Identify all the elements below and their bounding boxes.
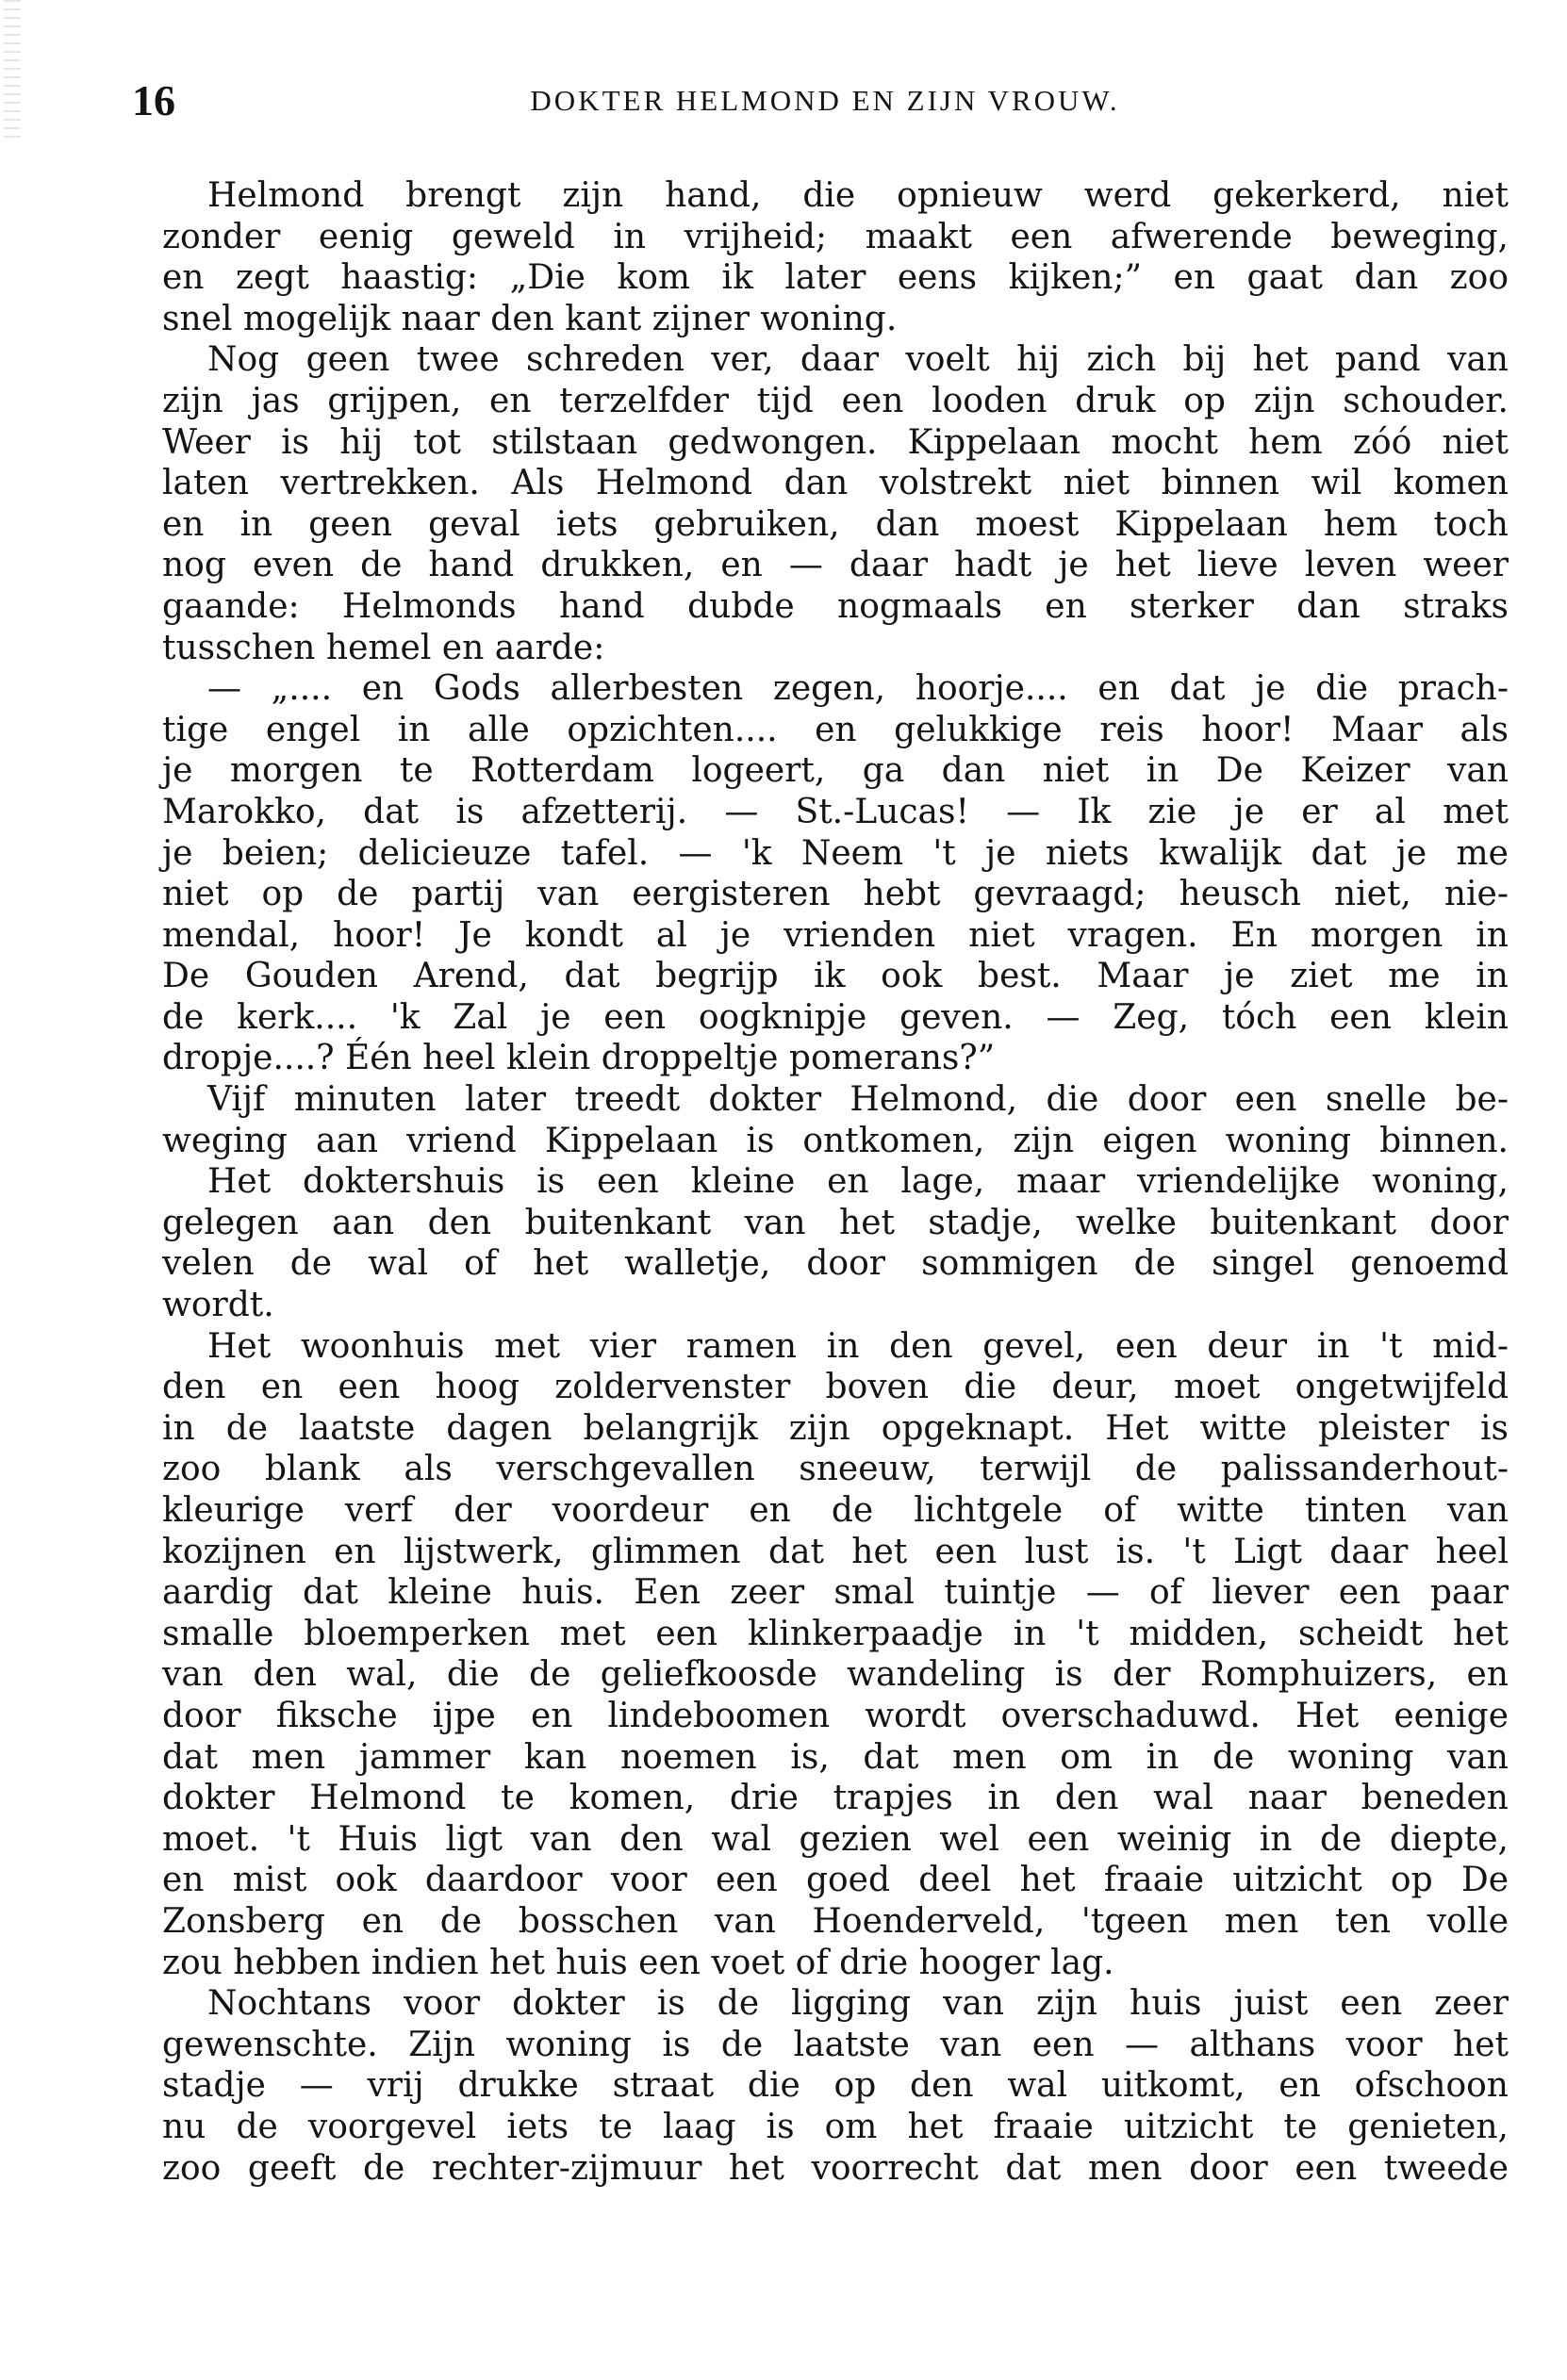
text-line: tusschen hemel en aarde: — [162, 628, 605, 667]
text-line: dokter Helmond te komen, drie trapjes in den wal naar beneden — [162, 1779, 1509, 1818]
text-line: de kerk.... 'k Zal je een oogknipje geven. — Zeg, tóch een klein — [162, 997, 1509, 1037]
text-line: door fiksche ijpe en lindeboomen wordt overschaduwd. Het eenige — [162, 1696, 1509, 1735]
text-line: Het woonhuis met vier ramen in den gevel, een deur in 't mid- — [207, 1326, 1509, 1366]
text-line: zoo geeft de rechter-zijmuur het voorrecht dat men door een tweede — [162, 2148, 1509, 2188]
text-line: wordt. — [162, 1286, 274, 1325]
text-line: zijn jas grijpen, en terzelfder tijd een looden druk op zijn schouder. — [162, 381, 1509, 420]
body-text — [162, 175, 1509, 2189]
text-line: zonder eenig geweld in vrijheid; maakt een afwerende beweging, — [162, 217, 1509, 256]
text-line: niet op de partij van eergisteren hebt gevraagd; heusch niet, nie- — [162, 875, 1509, 914]
text-line: — „.... en Gods allerbesten zegen, hoorje.... en dat je die prach- — [207, 669, 1509, 709]
text-line: nog even de hand drukken, en — daar hadt je het lieve leven weer — [162, 546, 1509, 585]
page-number: 16 — [132, 76, 175, 124]
text-line: velen de wal of het walletje, door sommigen de singel genoemd — [162, 1244, 1509, 1284]
text-line: Nog geen twee schreden ver, daar voelt hij zich bij het pand van — [207, 340, 1509, 380]
text-line: den en een hoog zoldervenster boven die deur, moet ongetwijfeld — [162, 1368, 1509, 1407]
page-edge-smudge — [4, 0, 21, 141]
text-line: je morgen te Rotterdam logeert, ga dan niet in De Keizer van — [162, 751, 1509, 791]
text-line: weging aan vriend Kippelaan is ontkomen, zijn eigen woning binnen. — [162, 1121, 1509, 1160]
text-line: gewenschte. Zijn woning is de laatste van een — althans voor het — [162, 2025, 1509, 2064]
text-line: Marokko, dat is afzetterij. — St.-Lucas! — Ik zie je er al met — [162, 792, 1509, 831]
text-line: zoo blank als verschgevallen sneeuw, terwijl de palissanderhout- — [162, 1450, 1509, 1489]
page-header — [132, 68, 1518, 134]
text-line: stadje — vrij drukke straat die op den wal uitkomt, en ofschoon — [162, 2066, 1509, 2106]
text-line: dropje....? Één heel klein droppeltje pomerans?” — [162, 1039, 996, 1078]
text-line: Weer is hij tot stilstaan gedwongen. Kippelaan mocht hem zóó niet — [162, 422, 1509, 462]
text-line: snel mogelijk naar den kant zijner woning. — [162, 299, 898, 338]
text-line: kozijnen en lijstwerk, glimmen dat het een lust is. 't Ligt daar heel — [162, 1532, 1509, 1571]
text-line: smalle bloemperken met een klinkerpaadje in 't midden, scheidt het — [162, 1614, 1509, 1653]
text-line: laten vertrekken. Als Helmond dan volstrekt niet binnen wil komen — [162, 464, 1509, 503]
text-line: Nochtans voor dokter is de ligging van zijn huis juist een zeer — [207, 1984, 1509, 2024]
text-line: Helmond brengt zijn hand, die opnieuw werd gekerkerd, niet — [207, 176, 1509, 215]
text-line: Het doktershuis is een kleine en lage, maar vriendelijke woning, — [207, 1162, 1509, 1202]
text-line: gaande: Helmonds hand dubde nogmaals en sterker dan straks — [162, 586, 1509, 626]
text-line: aardig dat kleine huis. Een zeer smal tuintje — of liever een paar — [162, 1573, 1509, 1613]
text-line: De Gouden Arend, dat begrijp ik ook best. Maar je ziet me in — [162, 957, 1509, 996]
text-line: dat men jammer kan noemen is, dat men om in de woning van — [162, 1737, 1509, 1777]
running-head: DOKTER HELMOND EN ZIJN VROUW. — [530, 84, 1120, 117]
text-line: je beien; delicieuze tafel. — 'k Neem 't je niets kwalijk dat je me — [162, 833, 1509, 873]
text-line: moet. 't Huis ligt van den wal gezien wel een weinig in de diepte, — [162, 1819, 1509, 1859]
text-line: Zonsberg en de bosschen van Hoenderveld, 'tgeen men ten volle — [162, 1901, 1509, 1941]
text-line: tige engel in alle opzichten.... en gelukkige reis hoor! Maar als — [162, 710, 1509, 749]
text-line: gelegen aan den buitenkant van het stadje, welke buitenkant door — [162, 1203, 1509, 1242]
text-line: van den wal, die de geliefkoosde wandeling is der Romphuizers, en — [162, 1655, 1509, 1695]
text-line: zou hebben indien het huis een voet of drie hooger lag. — [162, 1943, 1114, 1982]
text-line: en in geen geval iets gebruiken, dan moest Kippelaan hem toch — [162, 504, 1509, 544]
text-line: en zegt haastig: „Die kom ik later eens kijken;” en gaat dan zoo — [162, 258, 1509, 298]
text-line: in de laatste dagen belangrijk zijn opgeknapt. Het witte pleister is — [162, 1408, 1509, 1448]
text-line: Vijf minuten later treedt dokter Helmond, die door een snelle be- — [207, 1080, 1509, 1120]
text-line: mendal, hoor! Je kondt al je vrienden niet vragen. En morgen in — [162, 915, 1509, 955]
text-line: nu de voorgevel iets te laag is om het fraaie uitzicht te genieten, — [162, 2107, 1509, 2146]
text-line: kleurige verf der voordeur en de lichtgele of witte tinten van — [162, 1491, 1509, 1530]
text-line: en mist ook daardoor voor een goed deel het fraaie uitzicht op De — [162, 1861, 1509, 1900]
